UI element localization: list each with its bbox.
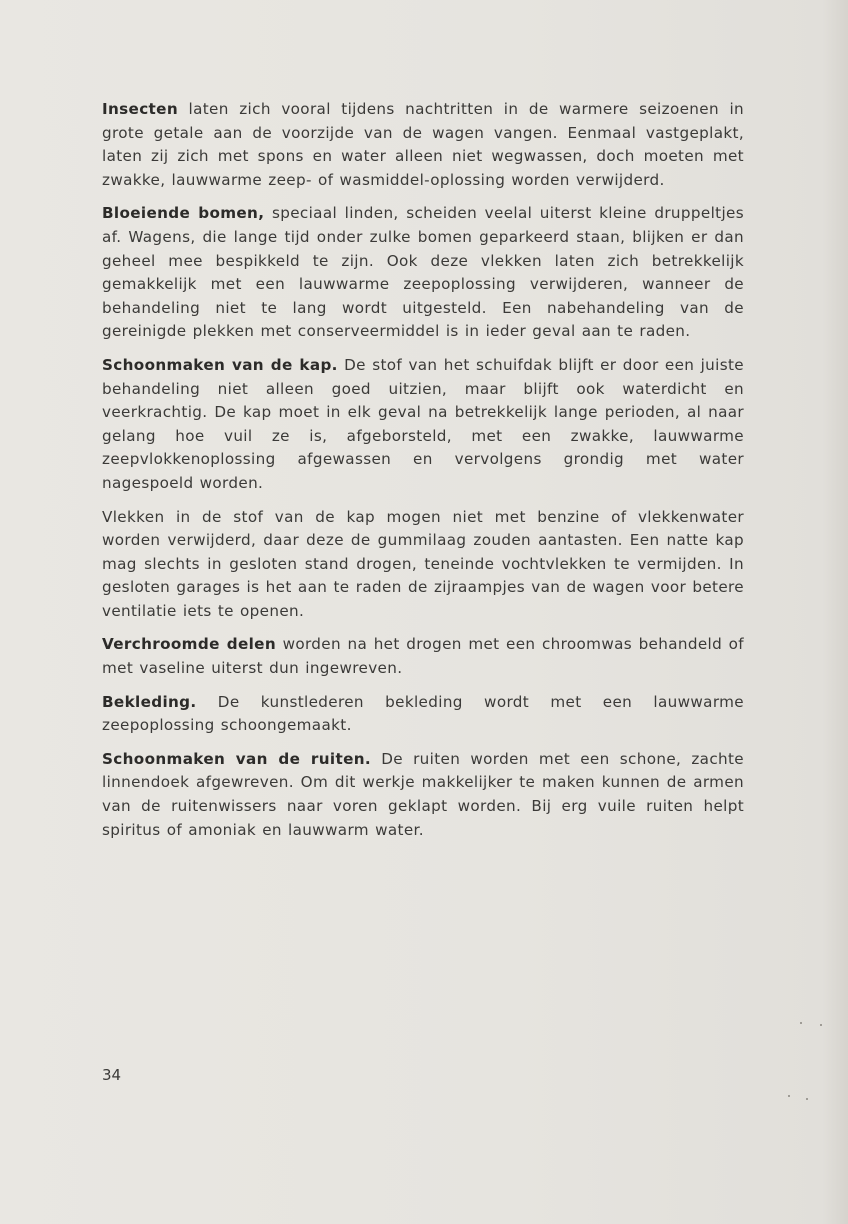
paragraph-heading: Verchroomde delen xyxy=(102,635,276,654)
paragraph-heading: Bloeiende bomen, xyxy=(102,204,265,223)
paragraph-text: Vlekken in de stof van de kap mogen niet met benzine of vlekkenwater worden verwijderd, daar deze de gummilaag zouden aantasten. Een natte kap mag slechts in gesloten stand drogen, teneinde vochtvlekken te vermijden. In gesloten garages is het aan te raden de zijraampjes van de wagen voor betere ventilatie iets te openen. xyxy=(102,507,744,620)
paragraph-heading: Schoonmaken van de kap. xyxy=(102,355,338,374)
paragraph-heading: Insecten xyxy=(102,100,178,118)
paragraph-insecten xyxy=(102,98,744,192)
paragraph-bekleding xyxy=(102,691,744,738)
paragraph-heading: Schoonmaken van de ruiten. xyxy=(102,749,372,768)
paragraph-text: De ruiten worden met een schone, zachte linnendoek afgewreven. Om dit werkje makkelijker te maken kunnen de armen van de ruitenwissers naar voren geklapt worden. Bij erg vuile ruiten helpt spiritus of amoniak en lauwwarm water. xyxy=(102,749,744,839)
paragraph-text: De stof van het schuifdak blijft er door een juiste behandeling niet alleen goed uitzien, maar blijft ook waterdicht en veerkrachtig. De kap moet in elk geval na betrekkelijk lange perioden, al naar gelang hoe vuil ze is, afgeborsteld, met een zwakke, lauwwarme zeepvlokkenoplossing afgewassen en vervolgens grondig met water nagespoeld worden. xyxy=(102,355,744,492)
paper-speck xyxy=(800,1022,802,1024)
paragraph-verchroomde-delen xyxy=(102,633,744,680)
paragraph-schoonmaken-ruiten xyxy=(102,748,744,842)
paragraph-schoonmaken-kap xyxy=(102,354,744,496)
page-number: 34 xyxy=(102,1066,122,1084)
body-text xyxy=(102,98,744,852)
paper-speck xyxy=(788,1095,790,1097)
paper-speck xyxy=(820,1024,822,1026)
paragraph-text: speciaal linden, scheiden veelal uiterst kleine druppeltjes af. Wagens, die lange tijd onder zulke bomen geparkeerd staan, blijken er dan geheel mee bespikkeld te zijn. Ook deze vlekken laten zich betrekkelijk gemakkelijk met een lauwwarme zeepoplossing verwijderen, wanneer de behandeling niet te lang wordt uitgesteld. Een nabehandeling van de gereinigde plekken met conserveermiddel is in ieder geval aan te raden. xyxy=(102,204,744,341)
paragraph-text: laten zich vooral tijdens nachtritten in de warmere seizoenen in grote getale aan de voorzijde van de wagen vangen. Eenmaal vastgeplakt, laten zij zich met spons en water alleen niet wegwassen, doch moeten met zwakke, lauwwarme zeep- of wasmiddel-oplossing worden verwijderd. xyxy=(102,100,744,189)
paragraph-bloeiende-bomen xyxy=(102,202,744,344)
paragraph-vlekken xyxy=(102,506,744,624)
paragraph-heading: Bekleding. xyxy=(102,692,197,711)
paragraph-text: De kunstlederen bekleding wordt met een lauwwarme zeepoplossing schoongemaakt. xyxy=(102,692,744,735)
paragraph-text: worden na het drogen met een chroomwas behandeld of met vaseline uiterst dun ingewreven. xyxy=(102,635,744,678)
paper-speck xyxy=(806,1098,808,1100)
